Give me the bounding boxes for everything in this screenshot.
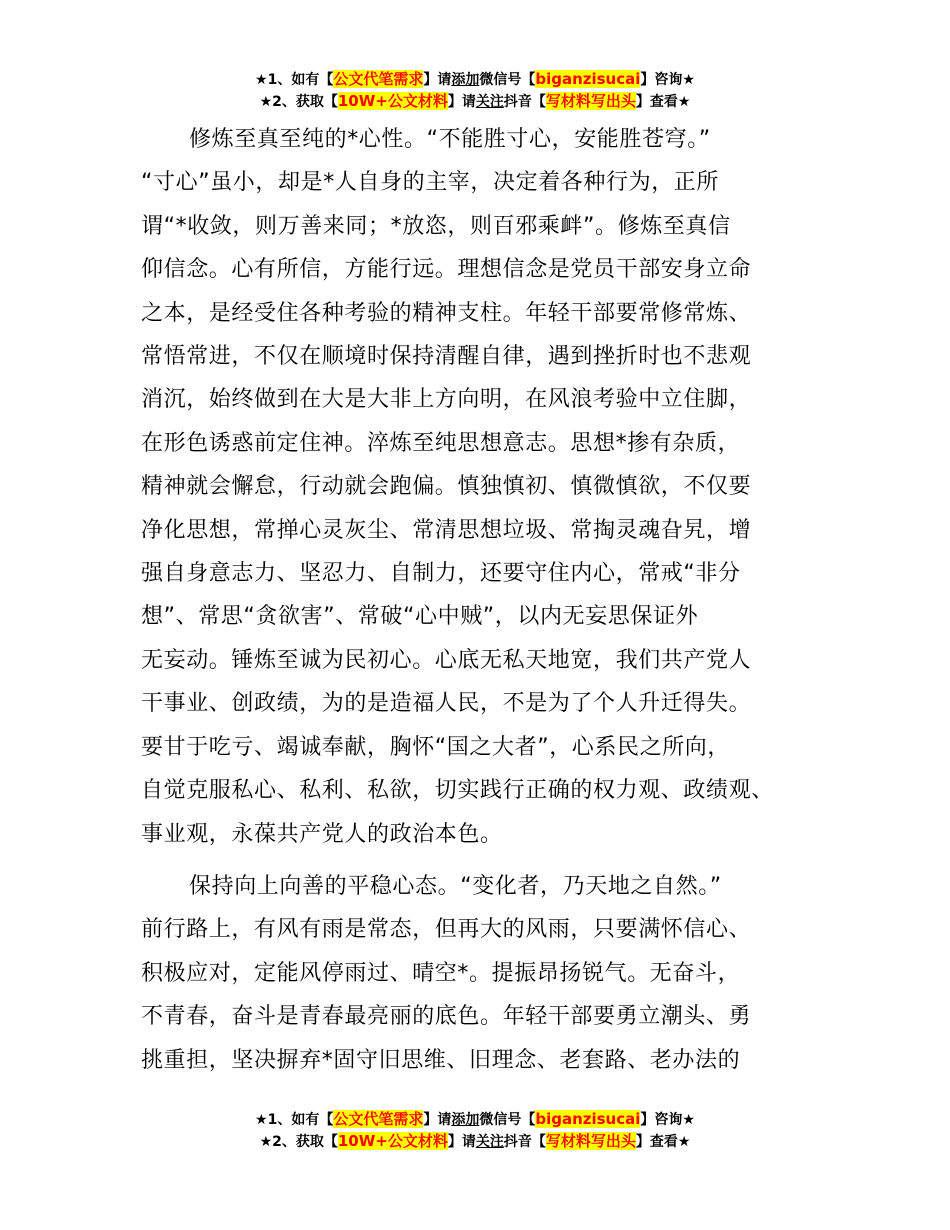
highlight-materials: 10W+公文材料 <box>337 92 448 110</box>
text-line: “寸心”虽小，却是*人自身的主宰，决定着各种行为，正所 <box>141 170 719 196</box>
text-line: 仰信念。心有所信，方能行远。理想信念是党员干部安身立命 <box>141 257 752 283</box>
text-line: 精神就会懈怠，行动就会跑偏。慎独慎初、慎微慎欲，不仅要 <box>141 474 752 500</box>
paragraph-1 <box>141 118 821 856</box>
text-line: 事业观，永葆共产党人的政治本色。 <box>141 821 503 847</box>
text-line: 想”、常思“贪欲害”、常破“心中贼”，以内无妄思保证外 <box>141 604 699 630</box>
text-line: 之本，是经受住各种考验的精神支柱。年轻干部要常修常炼、 <box>141 300 752 326</box>
footer-banner <box>0 1109 950 1153</box>
highlight-materials: 10W+公文材料 <box>337 1132 448 1150</box>
text-line: 净化思想，常掸心灵灰尘、常清思想垃圾、常掏灵魂旮旯，增 <box>141 517 752 543</box>
highlight-ghostwriting: 公文代笔需求 <box>333 70 424 88</box>
highlight-douyin: 写材料写出头 <box>545 1132 636 1150</box>
text-line: 不青春，奋斗是青春最亮丽的底色。年轻干部要勇立潮头、勇 <box>141 1004 752 1030</box>
text-line: 在形色诱惑前定住神。淬炼至纯思想意志。思想*掺有杂质， <box>141 430 741 456</box>
text-line: 强自身意志力、坚忍力、自制力，还要守住内心，常戒“非分 <box>141 561 741 587</box>
text-line: 干事业、创政绩，为的是造福人民，不是为了个人升迁得失。 <box>141 691 752 717</box>
banner-line-2: ★2、获取【10W+公文材料】请关注抖音【写材料写出头】查看★ <box>259 1132 691 1150</box>
text-line: 谓“*收敛，则万善来同；*放恣，则百邪乘衅”。修炼至真信 <box>141 213 731 239</box>
text-line: 前行路上，有风有雨是常态，但再大的风雨，只要满怀信心、 <box>141 917 752 943</box>
text-line: 修炼至真至纯的*心性。“不能胜寸心，安能胜苍穹。” <box>189 127 711 152</box>
highlight-wechat-id: biganzisucai <box>535 1110 641 1128</box>
text-line: 要甘于吃亏、竭诚奉献，胸怀“国之大者”，心系民之所向， <box>141 734 730 760</box>
text-line: 无妄动。锤炼至诚为民初心。心底无私天地宽，我们共产党人 <box>141 647 752 673</box>
banner-line-1: ★1、如有【公文代笔需求】请添加微信号【biganzisucai】咨询★ <box>255 70 695 88</box>
document-body <box>141 118 821 1082</box>
paragraph-2 <box>141 865 821 1082</box>
text-line: 保持向上向善的平稳心态。“变化者，乃天地之自然。” <box>189 873 722 899</box>
text-line: 积极应对，定能风停雨过、晴空*。提振昂扬锐气。无奋斗， <box>141 960 741 986</box>
highlight-douyin: 写材料写出头 <box>545 92 636 110</box>
text-line: 常悟常进，不仅在顺境时保持清醒自律，遇到挫折时也不悲观 <box>141 344 752 370</box>
text-line: 自觉克服私心、私利、私欲，切实践行正确的权力观、政绩观、 <box>141 778 774 804</box>
text-line: 挑重担，坚决摒弃*固守旧思维、旧理念、老套路、老办法的 <box>141 1047 741 1073</box>
highlight-ghostwriting: 公文代笔需求 <box>333 1110 424 1128</box>
banner-line-1: ★1、如有【公文代笔需求】请添加微信号【biganzisucai】咨询★ <box>255 1110 695 1128</box>
banner-line-2: ★2、获取【10W+公文材料】请关注抖音【写材料写出头】查看★ <box>259 92 691 110</box>
highlight-wechat-id: biganzisucai <box>535 70 641 88</box>
header-banner <box>0 69 950 113</box>
text-line: 消沉，始终做到在大是大非上方向明，在风浪考验中立住脚， <box>141 387 752 413</box>
